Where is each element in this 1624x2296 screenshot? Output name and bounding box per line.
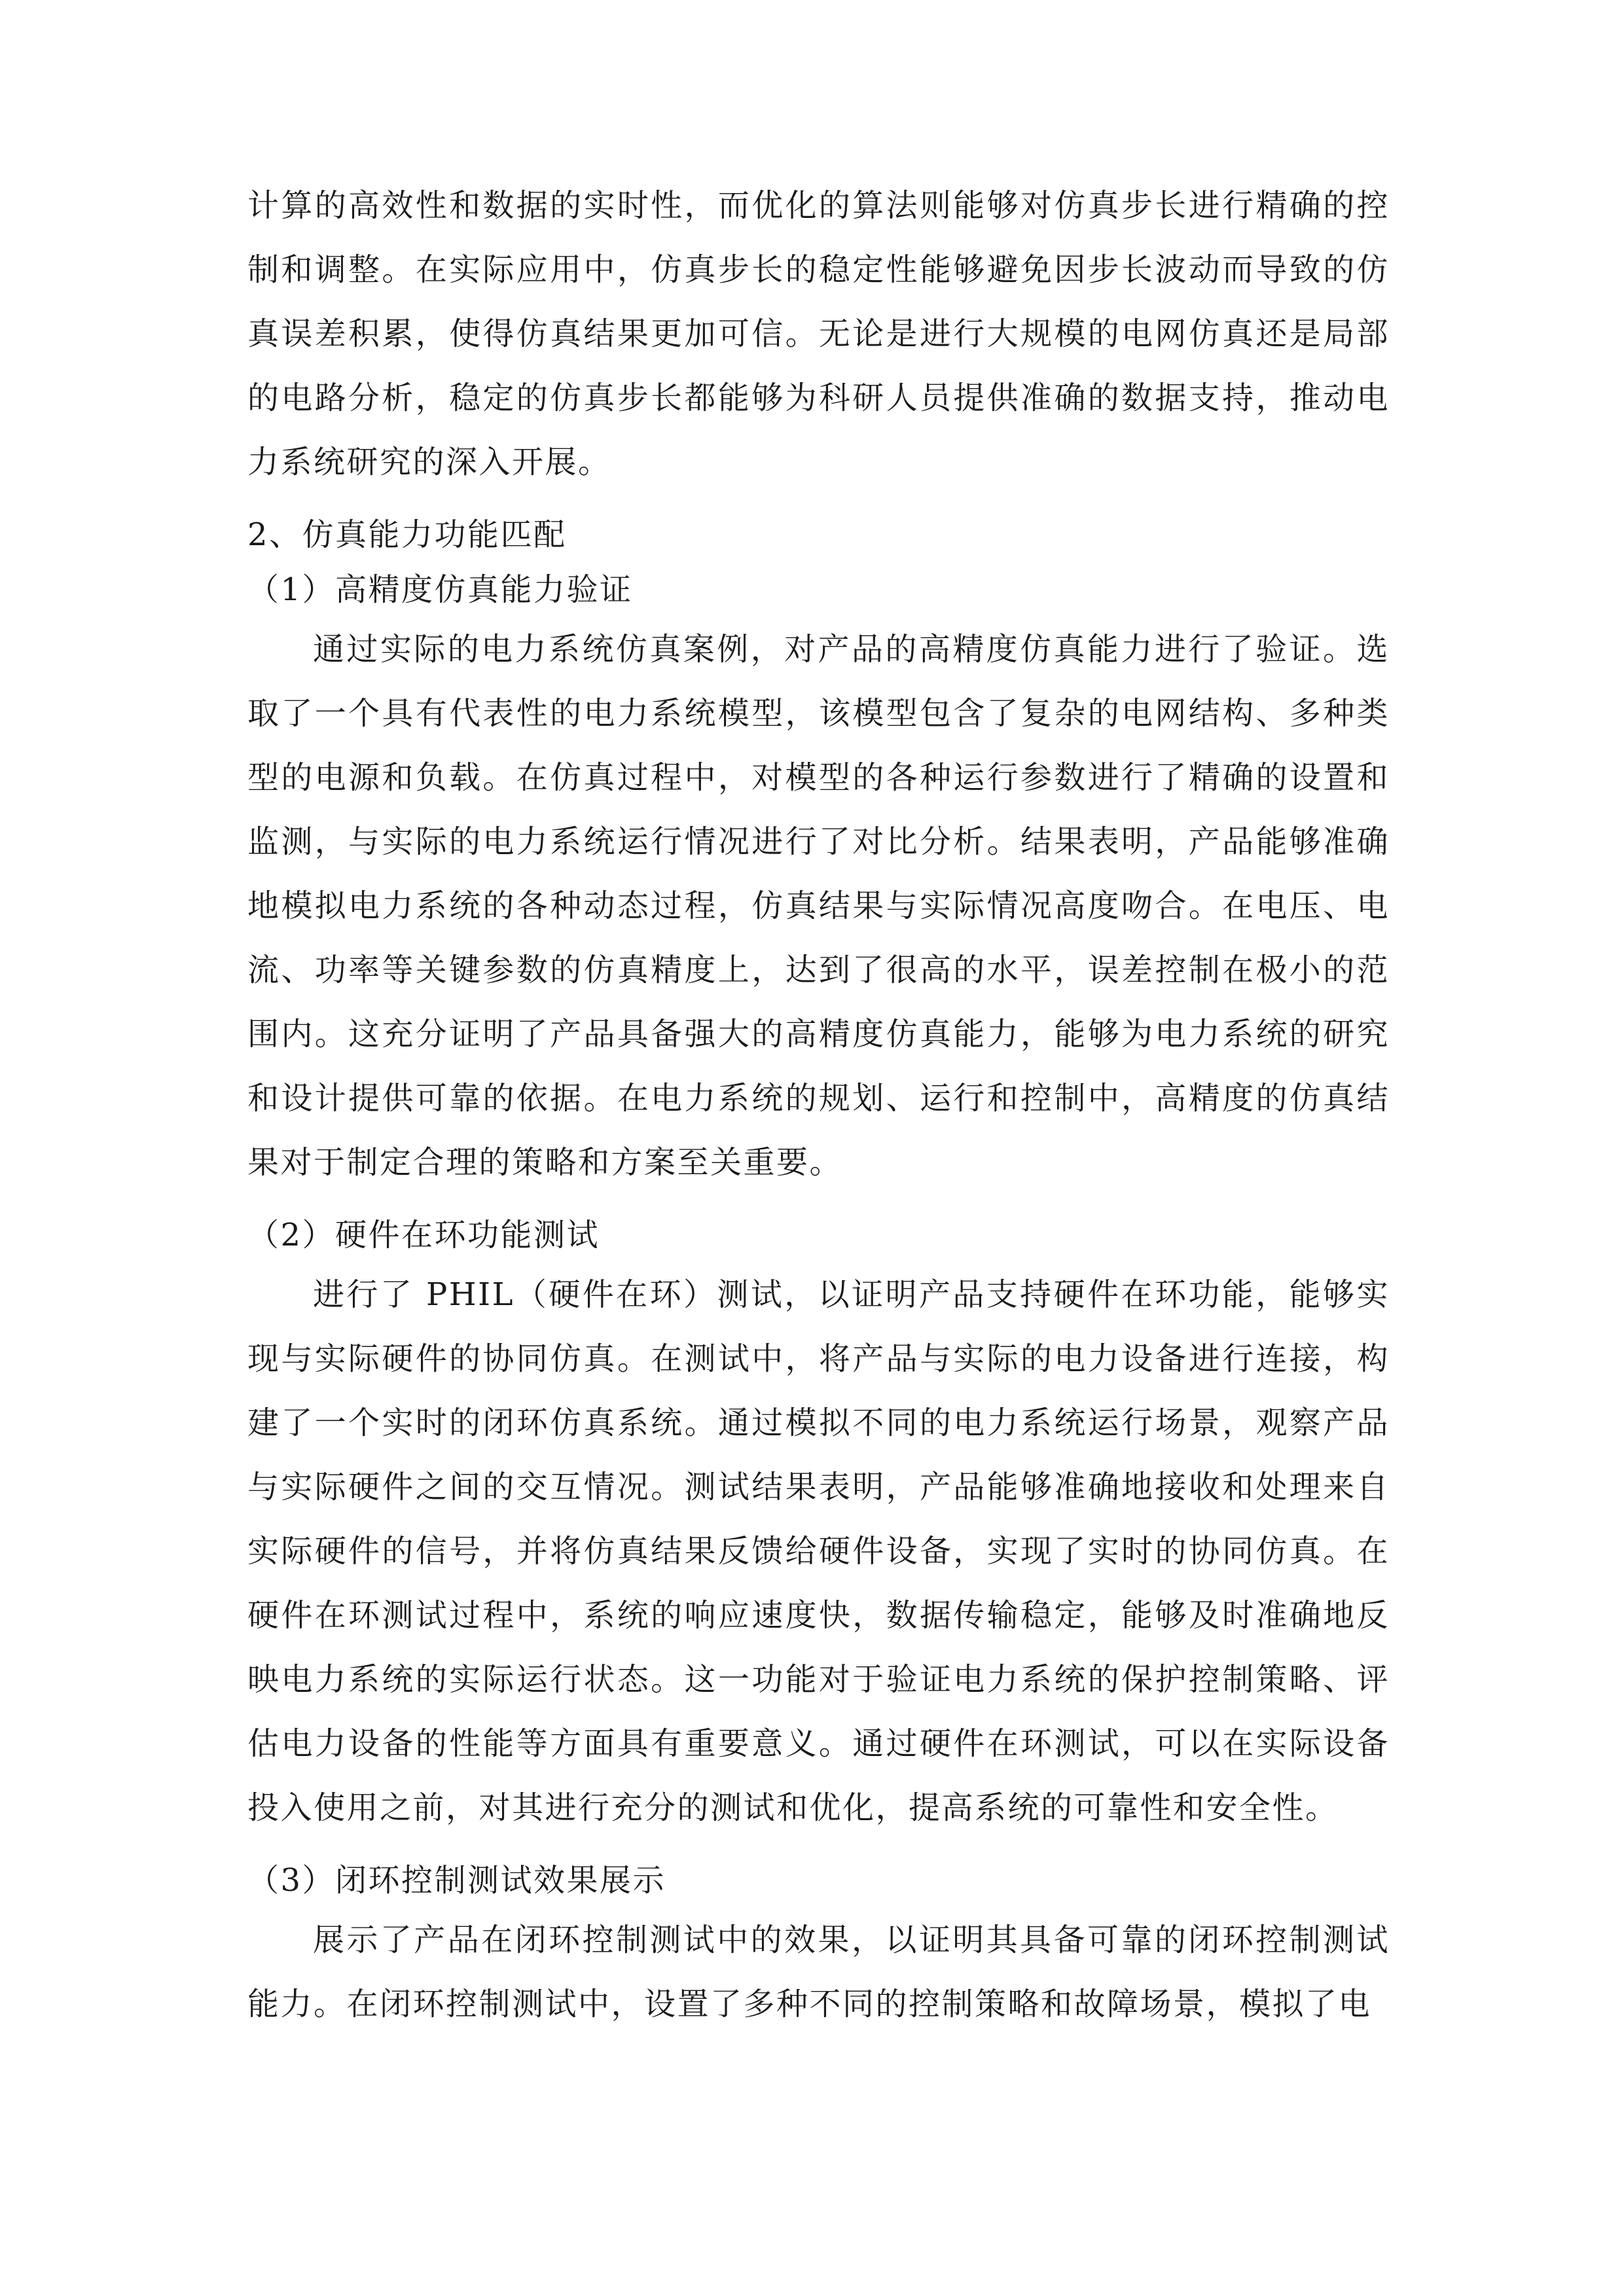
document-page (247, 173, 1390, 2036)
subsection-paragraph-3: 展示了产品在闭环控制测试中的效果，以证明其具备可靠的闭环控制测试能力。在闭环控制测试中，设置了多种不同的控制策略和故障场景，模拟了电 (247, 1922, 1390, 2022)
section-heading: 2、仿真能力功能匹配 (247, 516, 567, 553)
subsection-paragraph-1: 通过实际的电力系统仿真案例，对产品的高精度仿真能力进行了验证。选取了一个具有代表性的电力系统模型，该模型包含了复杂的电网结构、多种类型的电源和负载。在仿真过程中，对模型的各种运行参数进行了精确的设置和监测，与实际的电力系统运行情况进行了对比分析。结果表明，产品能够准确地模拟电力系统的各种动态过程，仿真结果与实际情况高度吻合。在电压、电流、功率等关键参数的仿真精度上，达到了很高的水平，误差控制在极小的范围内。这充分证明了产品具备强大的高精度仿真能力，能够为电力系统的研究和设计提供可靠的依据。在电力系统的规划、运行和控制中，高精度的仿真结果对于制定合理的策略和方案至关重要。 (247, 631, 1390, 1181)
intro-paragraph: 计算的高效性和数据的实时性，而优化的算法则能够对仿真步长进行精确的控制和调整。在实际应用中，仿真步长的稳定性能够避免因步长波动而导致的仿真误差积累，使得仿真结果更加可信。无论是进行大规模的电网仿真还是局部的电路分析，稳定的仿真步长都能够为科研人员提供准确的数据支持，推动电力系统研究的深入开展。 (247, 187, 1390, 480)
subsection-heading-1: （1）高精度仿真能力验证 (247, 571, 633, 608)
subsection-paragraph-2: 进行了 PHIL（硬件在环）测试，以证明产品支持硬件在环功能，能够实现与实际硬件的协同仿真。在测试中，将产品与实际的电力设备进行连接，构建了一个实时的闭环仿真系统。通过模拟不同的电力系统运行场景，观察产品与实际硬件之间的交互情况。测试结果表明，产品能够准确地接收和处理来自实际硬件的信号，并将仿真结果反馈给硬件设备，实现了实时的协同仿真。在硬件在环测试过程中，系统的响应速度快，数据传输稳定，能够及时准确地反映电力系统的实际运行状态。这一功能对于验证电力系统的保护控制策略、评估电力设备的性能等方面具有重要意义。通过硬件在环测试，可以在实际设备投入使用之前，对其进行充分的测试和优化，提高系统的可靠性和安全性。 (247, 1276, 1390, 1826)
subsection-heading-2: （2）硬件在环功能测试 (247, 1217, 600, 1253)
subsection-heading-3: （3）闭环控制测试效果展示 (247, 1862, 666, 1899)
